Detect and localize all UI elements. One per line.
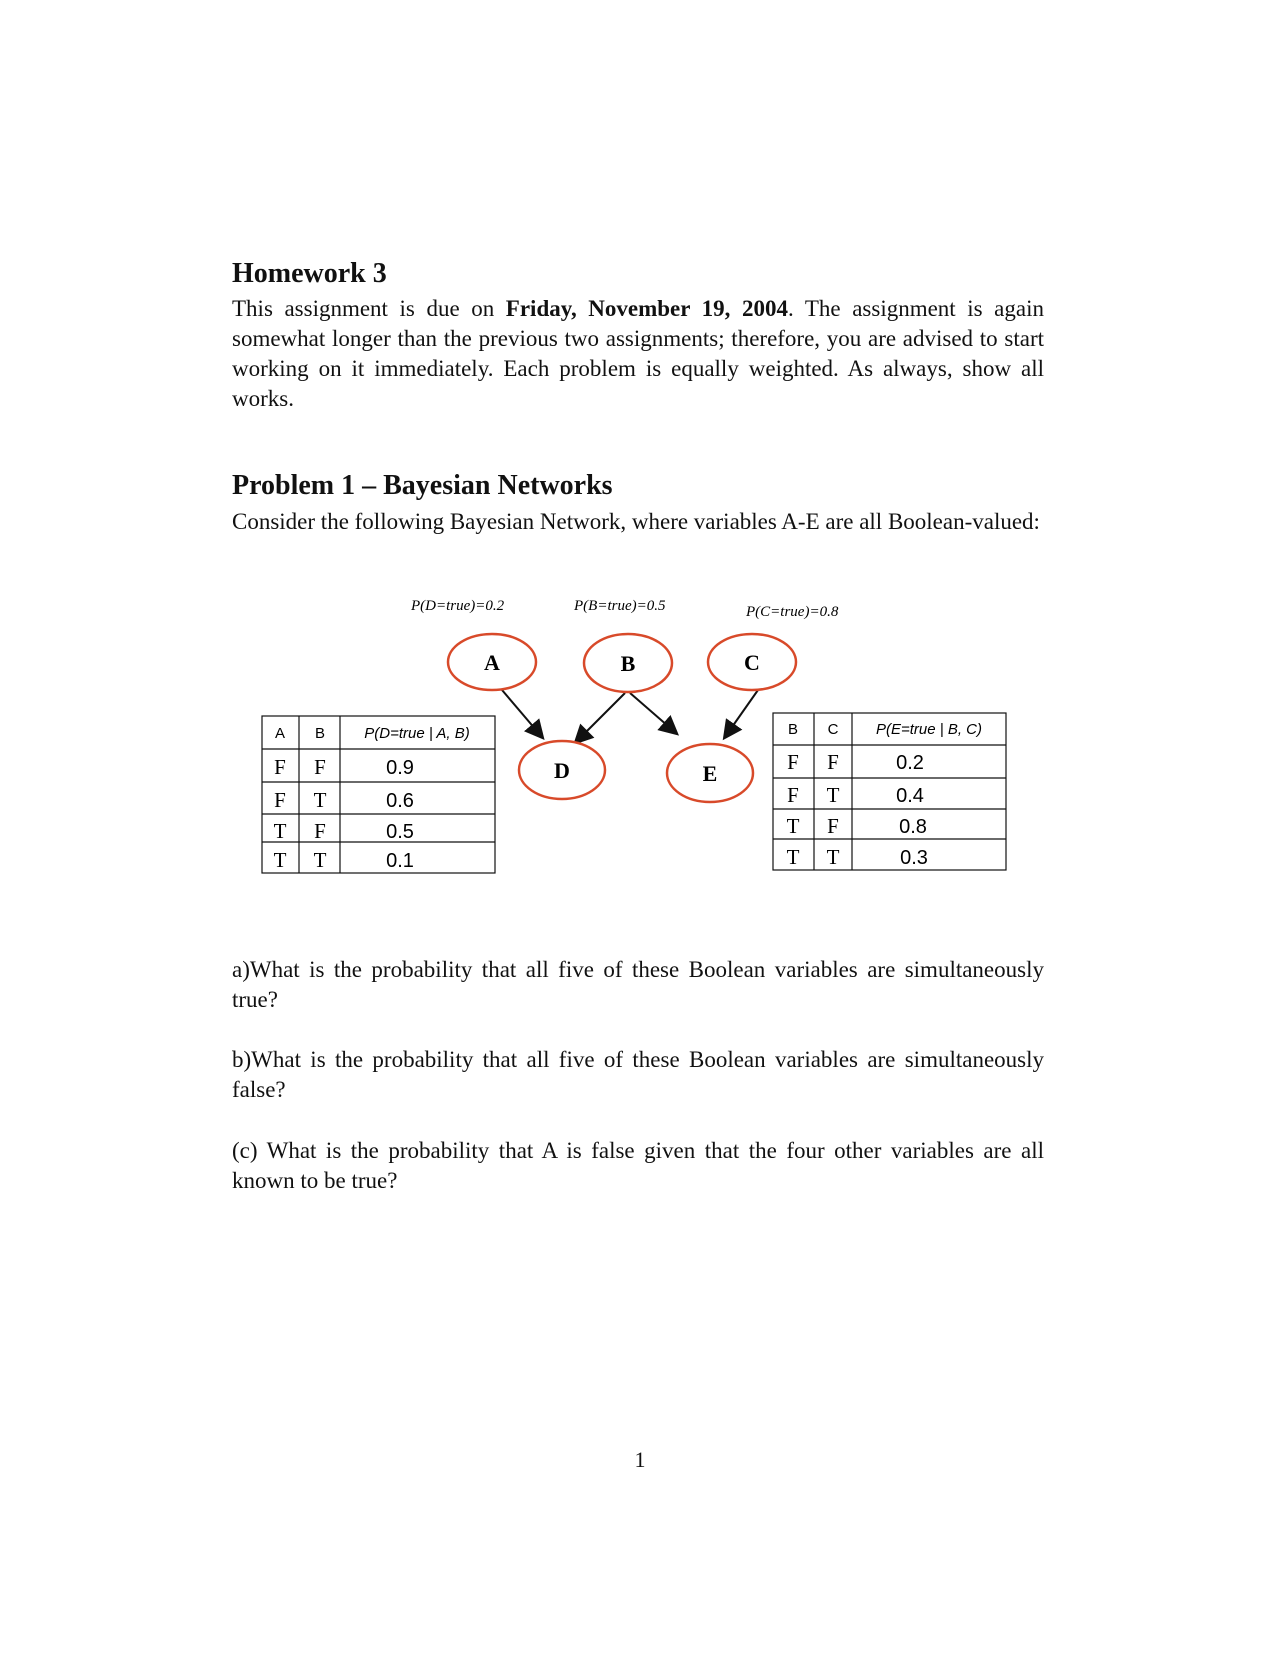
intro-paragraph: [232, 294, 1044, 414]
prior-label-b: P(B=true)=0.5: [574, 598, 666, 614]
node-c: [708, 634, 796, 690]
question-a: a)What is the probability that all five of these Boolean variables are simultaneously true?: [232, 957, 1044, 1012]
node-d-label: D: [554, 758, 570, 783]
prior-label-c: P(C=true)=0.8: [746, 604, 839, 620]
cpt-e-header-c: C: [827, 721, 839, 738]
cpt-e-header-b: B: [787, 721, 799, 738]
cpt-d-cell: T: [313, 788, 327, 812]
cpt-e-cell: T: [826, 845, 840, 869]
node-d: [519, 741, 605, 799]
edge-c-to-e: [725, 690, 758, 737]
cpt-d-cell: F: [274, 755, 286, 779]
cpt-e-cell: F: [827, 750, 839, 774]
cpt-e-cell: F: [787, 750, 799, 774]
cpt-d-cell: 0.1: [386, 850, 414, 872]
cpt-e-cell: T: [786, 814, 800, 838]
cpt-d-header-a: A: [274, 725, 286, 742]
bayesian-network-figure: [252, 590, 1022, 900]
cpt-e-cell: 0.8: [899, 816, 927, 838]
prior-label-a: P(D=true)=0.2: [411, 598, 505, 614]
problem1-title: Problem 1 – Bayesian Networks: [232, 470, 613, 501]
cpt-e-header-p: P(E=true | B, C): [875, 721, 983, 738]
node-a-label: A: [484, 650, 500, 675]
node-e-label: E: [702, 761, 718, 786]
cpt-d-cell: F: [314, 819, 326, 843]
cpt-e-cell: 0.4: [896, 785, 924, 807]
page-number: 1: [634, 1447, 646, 1472]
cpt-d-cell: 0.9: [386, 757, 414, 779]
cpt-d-cell: 0.6: [386, 790, 414, 812]
node-b-label: B: [620, 651, 636, 676]
cpt-d-cell: T: [273, 819, 287, 843]
cpt-e-cell: F: [787, 783, 799, 807]
cpt-d-header-b: B: [314, 725, 326, 742]
intro-pre-text: This assignment is due on: [232, 296, 506, 321]
cpt-e-cell: T: [826, 783, 840, 807]
cpt-d-header-p: P(D=true | A, B): [364, 725, 470, 742]
cpt-e-cell: F: [827, 814, 839, 838]
problem1-intro: Consider the following Bayesian Network, where variables A-E are all Boolean-valued:: [232, 509, 1040, 534]
cpt-e-cell: T: [786, 845, 800, 869]
node-c-label: C: [744, 650, 760, 675]
cpt-d-cell: T: [313, 848, 327, 872]
cpt-d-cell: T: [273, 848, 287, 872]
cpt-d-cell: 0.5: [386, 821, 414, 843]
cpt-d-cell: F: [274, 788, 286, 812]
homework-title: Homework 3: [232, 258, 387, 289]
edge-b-to-d: [576, 693, 625, 742]
cpt-d-cell: F: [314, 755, 326, 779]
node-b: [584, 634, 672, 692]
due-date: Friday, November 19, 2004: [505, 296, 788, 321]
node-e: [667, 744, 753, 802]
cpt-e-cell: 0.2: [896, 752, 924, 774]
question-c: (c) What is the probability that A is false given that the four other variables are all known to be true?: [232, 1138, 1044, 1193]
cpt-e-cell: 0.3: [900, 847, 928, 869]
intro-post-text: . The assignment is again somewhat longer than the previous two assignments; therefore, you are advised to start working on it immediately. Each problem is equally weighted. As always, show all works.: [232, 296, 1044, 411]
edge-a-to-d: [502, 690, 542, 737]
node-a: [448, 634, 536, 690]
edge-b-to-e: [630, 693, 676, 733]
question-b: b)What is the probability that all five of these Boolean variables are simultaneously false?: [232, 1047, 1044, 1102]
